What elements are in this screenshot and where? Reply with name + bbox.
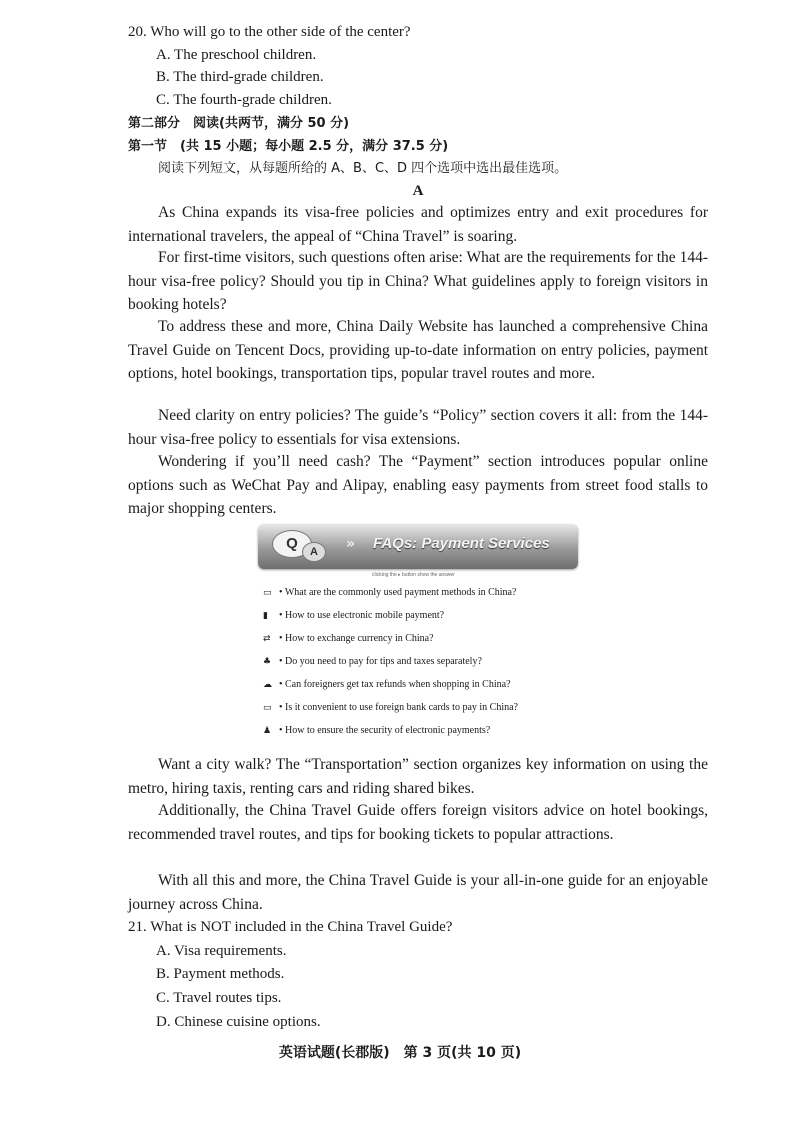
passage-label: A xyxy=(412,183,424,199)
instruction: 阅读下列短文，从每题所给的 A、B、C、D 四个选项中选出最佳选项。 xyxy=(158,161,568,176)
page-footer: 英语试题(长郡版) 第 3 页(共 10 页) xyxy=(278,1045,522,1061)
faq-item[interactable] xyxy=(263,724,490,738)
faq-item[interactable] xyxy=(263,678,511,692)
question-21: 21. What is NOT included in the China Travel Guide? xyxy=(128,919,453,935)
faq-item[interactable] xyxy=(263,632,434,646)
faq-item-text: • How to ensure the security of electronic payments? xyxy=(279,725,491,736)
tips-icon: ♣ xyxy=(263,657,272,667)
security-icon: ♟ xyxy=(263,726,272,736)
faq-item[interactable] xyxy=(263,655,482,669)
q20-option-b: B. The third-grade children. xyxy=(156,69,324,85)
q21-option-a: A. Visa requirements. xyxy=(156,943,287,959)
q21-option-c: C. Travel routes tips. xyxy=(156,990,282,1006)
passage-paragraph: Need clarity on entry policies? The guide’s “Policy” section covers it all: from the 144-hour visa-free policy to essentials for visa extensions. xyxy=(128,407,708,448)
faq-item[interactable] xyxy=(263,609,444,623)
credit-card-icon: ▭ xyxy=(263,588,272,598)
faq-item[interactable] xyxy=(263,586,516,600)
a-bubble-icon: A xyxy=(302,542,326,562)
passage-paragraph: To address these and more, China Daily Website has launched a comprehensive China Travel Guide on Tencent Docs, providing up-to-date information on entry policies, payment options, hotel bookings, transportation tips, popular travel routes and more. xyxy=(128,318,708,382)
passage-paragraph: Want a city walk? The “Transportation” section organizes key information on using the metro, hiring taxis, renting cars and riding shared bikes. xyxy=(128,756,708,797)
question-20: 20. Who will go to the other side of the center? xyxy=(128,24,411,40)
section-title: 第二部分 阅读(共两节，满分 50 分) xyxy=(128,116,350,131)
faq-item-text: • Do you need to pay for tips and taxes separately? xyxy=(279,656,482,667)
faq-title: FAQs: Payment Services xyxy=(373,535,550,552)
mobile-phone-icon: ▮ xyxy=(263,611,268,621)
passage-paragraph: Additionally, the China Travel Guide offers foreign visitors advice on hotel bookings, recommended travel routes, and tips for booking tickets to popular attractions. xyxy=(128,802,708,843)
faq-item-text: • What are the commonly used payment methods in China? xyxy=(279,587,517,598)
exchange-icon: ⇄ xyxy=(263,634,271,644)
q21-option-d: D. Chinese cuisine options. xyxy=(156,1014,321,1030)
q21-option-b: B. Payment methods. xyxy=(156,966,285,982)
faq-banner xyxy=(258,524,578,569)
faq-item[interactable] xyxy=(263,701,518,715)
bank-card-icon: ▭ xyxy=(263,703,272,713)
q-bubble-icon: Q xyxy=(272,530,312,558)
faq-item-text: • How to use electronic mobile payment? xyxy=(279,610,445,621)
passage-paragraph: Wondering if you’ll need cash? The “Payment” section introduces popular online options such as WeChat Pay and Alipay, enabling easy payments from street food stalls to major shopping centers. xyxy=(128,453,708,517)
q20-option-c: C. The fourth-grade children. xyxy=(156,92,332,108)
refund-icon: ☁ xyxy=(263,680,272,690)
faq-caption: clicking the ▸ button show the answer xyxy=(372,572,455,578)
chevron-right-icon: » xyxy=(346,536,356,552)
q20-option-a: A. The preschool children. xyxy=(156,47,317,63)
passage-paragraph: For first-time visitors, such questions often arise: What are the requirements for the 144-hour visa-free policy? Should you tip in China? What guidelines apply to foreign visitors in booking hotels? xyxy=(128,249,708,313)
passage-paragraph: With all this and more, the China Travel Guide is your all-in-one guide for an enjoyable journey across China. xyxy=(128,872,708,913)
section-subtitle: 第一节 (共 15 小题；每小题 2.5 分，满分 37.5 分) xyxy=(128,139,449,154)
faq-item-text: • How to exchange currency in China? xyxy=(279,633,434,644)
faq-item-text: • Is it convenient to use foreign bank cards to pay in China? xyxy=(279,702,518,713)
passage-paragraph: As China expands its visa-free policies and optimizes entry and exit procedures for international travelers, the appeal of “China Travel” is soaring. xyxy=(128,204,708,245)
faq-item-text: • Can foreigners get tax refunds when shopping in China? xyxy=(279,679,511,690)
